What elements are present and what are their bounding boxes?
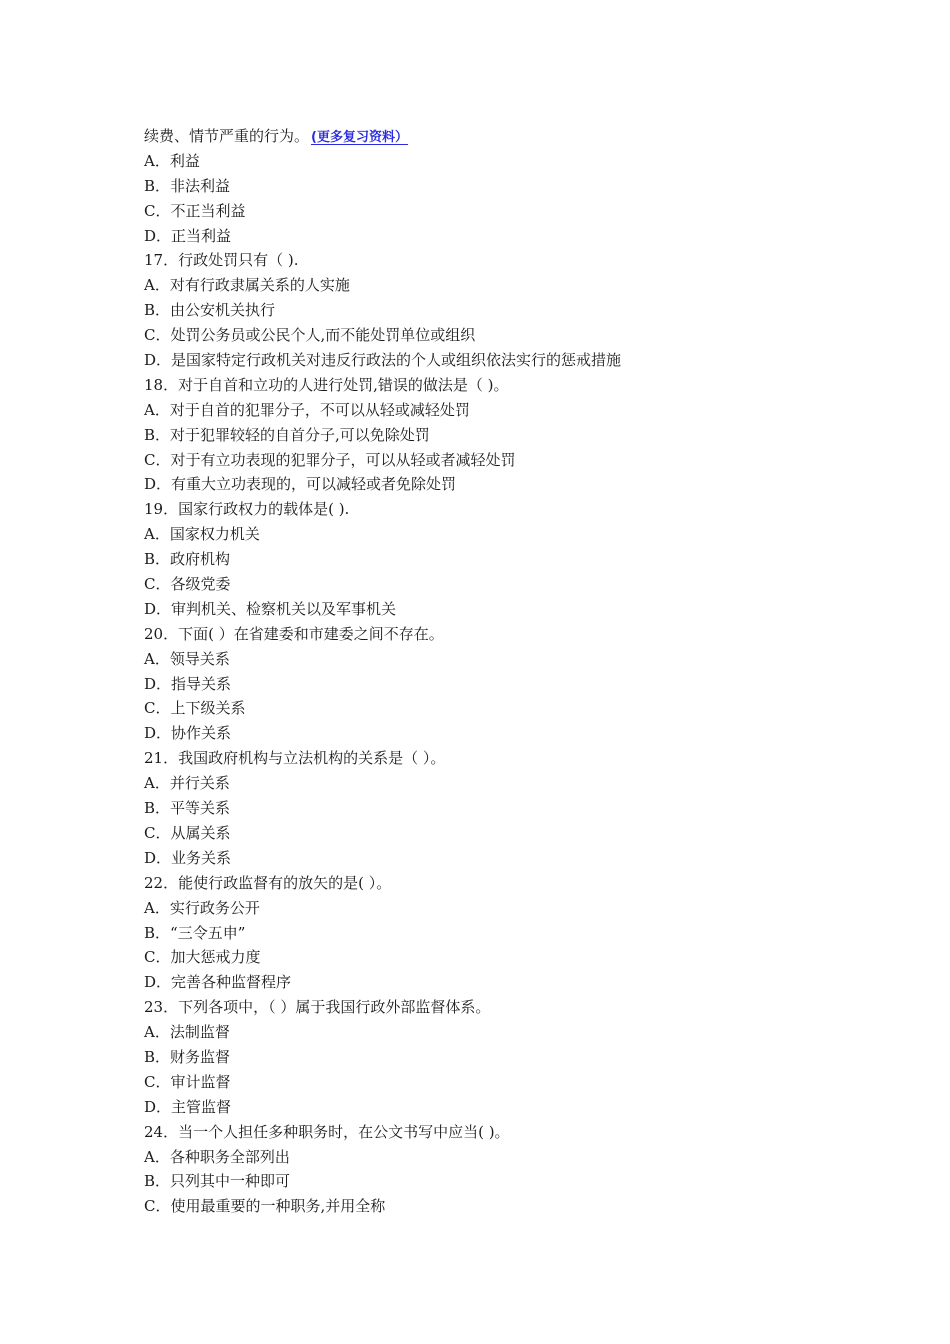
document-line: B．只列其中一种即可 [144,1172,291,1191]
document-line: C．使用最重要的一种职务,并用全称 [144,1197,386,1216]
document-line: D．主管监督 [144,1097,232,1116]
document-line: D．协作关系 [144,724,232,743]
document-line: B．政府机构 [144,550,231,569]
document-line: 18．对于自首和立功的人进行处罚,错误的做法是（ )。 [144,375,509,394]
intro-line [144,124,844,149]
document-line: C．各级党委 [144,575,231,594]
document-line: D．完善各种监督程序 [144,973,292,992]
document-line: 22．能使行政监督有的放矢的是( ）。 [144,873,392,892]
document-line: C．上下级关系 [144,699,246,718]
document-line: A．并行关系 [144,774,230,793]
document-line: B．“三令五申” [144,923,246,942]
document-line: B．对于犯罪较轻的自首分子,可以免除处罚 [144,425,430,444]
document-line: A．领导关系 [144,649,230,668]
document-line: B．财务监督 [144,1047,231,1066]
document-body [144,124,844,1219]
document-line: A．实行政务公开 [144,898,260,917]
document-line: A．利益 [144,151,200,170]
document-line: C．不正当利益 [144,201,246,220]
document-line: A．对有行政隶属关系的人实施 [144,276,350,295]
document-line: B．平等关系 [144,799,231,818]
document-line: C．对于有立功表现的犯罪分子，可以从轻或者减轻处罚 [144,450,516,469]
intro-text: 续费、情节严重的行为。 [144,127,310,145]
document-line: A．法制监督 [144,1023,230,1042]
document-line: C．从属关系 [144,823,231,842]
document-line: C．加大惩戒力度 [144,948,261,967]
document-line: C．处罚公务员或公民个人,而不能处罚单位或组织 [144,326,476,345]
document-line: B．非法利益 [144,176,231,195]
document-line: D．有重大立功表现的，可以减轻或者免除处罚 [144,475,457,494]
document-line: A．对于自首的犯罪分子，不可以从轻或减轻处罚 [144,400,470,419]
document-line: 24．当一个人担任多种职务时，在公文书写中应当( )。 [144,1122,510,1141]
document-line: 21．我国政府机构与立法机构的关系是（ ）。 [144,749,446,768]
document-line: D．是国家特定行政机关对违反行政法的个人或组织依法实行的惩戒措施 [144,351,622,370]
question-list [144,149,844,1219]
document-line: B．由公安机关执行 [144,301,276,320]
document-line: D．审判机关、检察机关以及军事机关 [144,599,397,618]
document-line: 23．下列各项中，（ ）属于我国行政外部监督体系。 [144,998,491,1017]
more-materials-link[interactable]: (更多复习资料） [311,130,408,145]
document-line: D．正当利益 [144,226,232,245]
document-line: D．指导关系 [144,674,232,693]
document-line: A．国家权力机关 [144,525,260,544]
document-line: 20．下面( ）在省建委和市建委之间不存在。 [144,624,444,643]
document-line: D．业务关系 [144,848,232,867]
document-line: 19．国家行政权力的载体是( ). [144,500,350,519]
document-line: C．审计监督 [144,1072,231,1091]
document-line: A．各种职务全部列出 [144,1147,290,1166]
document-line: 17．行政处罚只有（ ). [144,251,299,270]
